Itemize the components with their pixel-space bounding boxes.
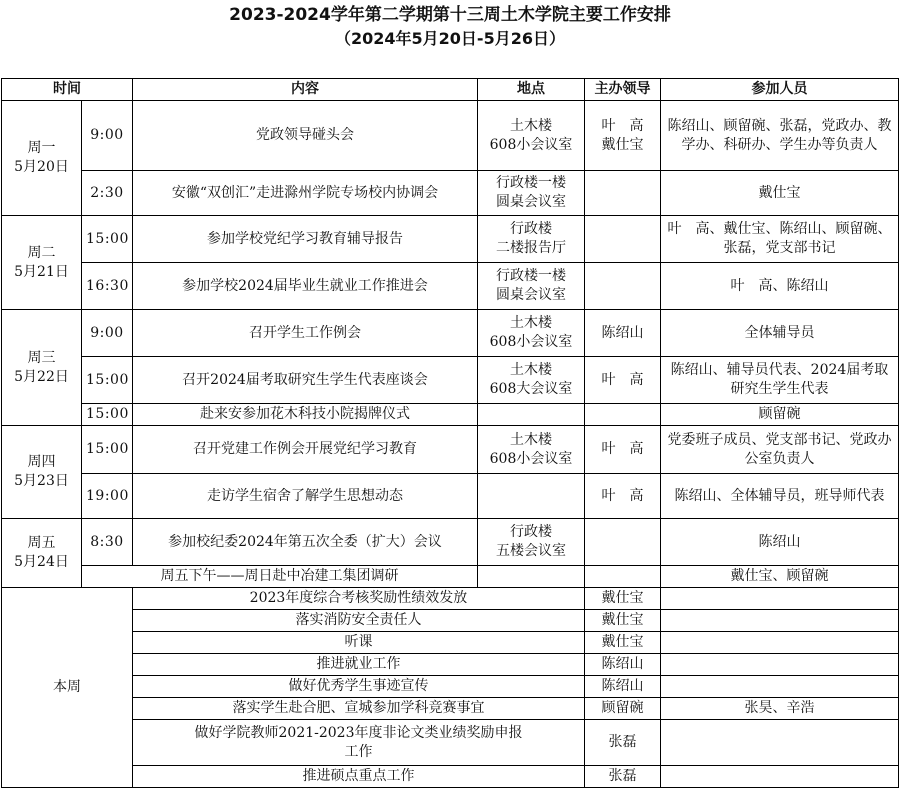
table-row xyxy=(2,654,899,676)
day-cell-wednesday: 周三 5月22日 xyxy=(2,310,82,426)
content-cell: 听课 xyxy=(133,632,585,654)
time-cell: 16:30 xyxy=(82,263,133,310)
place-cell xyxy=(478,566,585,588)
col-header-attendees: 参加人员 xyxy=(661,79,899,101)
leader-cell xyxy=(585,171,661,216)
header-row xyxy=(2,79,899,101)
content-cell: 召开党建工作例会开展党纪学习教育 xyxy=(133,426,478,474)
place-cell: 行政楼 二楼报告厅 xyxy=(478,216,585,263)
place-cell: 土木楼 608小会议室 xyxy=(478,101,585,171)
content-cell: 参加学校2024届毕业生就业工作推进会 xyxy=(133,263,478,310)
table-row xyxy=(2,632,899,654)
leader-cell: 叶 高 xyxy=(585,426,661,474)
place-cell: 行政楼 五楼会议室 xyxy=(478,519,585,566)
content-cell: 参加校纪委2024年第五次全委（扩大）会议 xyxy=(133,519,478,566)
day-cell-tuesday: 周二 5月21日 xyxy=(2,216,82,310)
content-cell: 落实学生赴合肥、宣城参加学科竞赛事宜 xyxy=(133,698,585,720)
leader-cell: 叶 高 戴仕宝 xyxy=(585,101,661,171)
attendees-cell xyxy=(661,720,899,766)
col-header-content: 内容 xyxy=(133,79,478,101)
leader-cell: 陈绍山 xyxy=(585,654,661,676)
time-cell: 15:00 xyxy=(82,357,133,404)
leader-cell: 张磊 xyxy=(585,766,661,788)
time-cell: 15:00 xyxy=(82,216,133,263)
content-cell: 做好学院教师2021-2023年度非论文类业绩奖励申报工作 xyxy=(133,720,585,766)
content-cell: 党政领导碰头会 xyxy=(133,101,478,171)
attendees-cell xyxy=(661,610,899,632)
content-cell: 赴来安参加花木科技小院揭牌仪式 xyxy=(133,404,478,426)
content-cell: 推进硕点重点工作 xyxy=(133,766,585,788)
leader-cell xyxy=(585,519,661,566)
table-row xyxy=(2,588,899,610)
content-cell: 参加学校党纪学习教育辅导报告 xyxy=(133,216,478,263)
leader-cell: 戴仕宝 xyxy=(585,610,661,632)
time-cell: 8:30 xyxy=(82,519,133,566)
place-cell: 行政楼一楼 圆桌会议室 xyxy=(478,263,585,310)
table-row xyxy=(2,216,899,263)
attendees-cell xyxy=(661,654,899,676)
content-cell: 周五下午——周日赴中冶建工集团调研 xyxy=(82,566,478,588)
date-range-subtitle: （2024年5月20日-5月26日） xyxy=(335,29,565,48)
time-cell: 15:00 xyxy=(82,404,133,426)
leader-cell xyxy=(585,216,661,263)
attendees-cell xyxy=(661,766,899,788)
leader-cell: 张磊 xyxy=(585,720,661,766)
attendees-cell xyxy=(661,676,899,698)
attendees-cell: 戴仕宝、顾留碗 xyxy=(661,566,899,588)
day-cell-friday: 周五 5月24日 xyxy=(2,519,82,588)
leader-cell: 顾留碗 xyxy=(585,698,661,720)
attendees-cell: 叶 高、陈绍山 xyxy=(661,263,899,310)
attendees-cell: 顾留碗 xyxy=(661,404,899,426)
day-cell-this-week: 本周 xyxy=(2,588,133,788)
place-cell: 行政楼一楼 圆桌会议室 xyxy=(478,171,585,216)
time-cell: 19:00 xyxy=(82,474,133,519)
leader-cell: 戴仕宝 xyxy=(585,588,661,610)
content-cell: 2023年度综合考核奖励性绩效发放 xyxy=(133,588,585,610)
table-row xyxy=(2,474,899,519)
col-header-place: 地点 xyxy=(478,79,585,101)
table-row xyxy=(2,566,899,588)
content-cell: 推进就业工作 xyxy=(133,654,585,676)
table-row xyxy=(2,310,899,357)
leader-cell: 叶 高 xyxy=(585,357,661,404)
table-row xyxy=(2,610,899,632)
day-cell-monday: 周一 5月20日 xyxy=(2,101,82,216)
table-row xyxy=(2,519,899,566)
table-row xyxy=(2,676,899,698)
attendees-cell: 陈绍山、全体辅导员，班导师代表 xyxy=(661,474,899,519)
leader-cell xyxy=(585,566,661,588)
leader-cell: 叶 高 xyxy=(585,474,661,519)
leader-cell: 陈绍山 xyxy=(585,310,661,357)
table-row xyxy=(2,720,899,766)
page-title: 2023-2024学年第二学期第十三周土木学院主要工作安排 xyxy=(229,5,671,25)
attendees-cell: 叶 高、戴仕宝、陈绍山、顾留碗、张磊，党支部书记 xyxy=(661,216,899,263)
attendees-cell: 戴仕宝 xyxy=(661,171,899,216)
content-cell: 召开学生工作例会 xyxy=(133,310,478,357)
place-cell xyxy=(478,404,585,426)
table-row xyxy=(2,766,899,788)
attendees-cell xyxy=(661,632,899,654)
table-row xyxy=(2,698,899,720)
attendees-cell: 陈绍山、辅导员代表、2024届考取研究生学生代表 xyxy=(661,357,899,404)
time-cell: 9:00 xyxy=(82,101,133,171)
time-cell: 2:30 xyxy=(82,171,133,216)
time-cell: 15:00 xyxy=(82,426,133,474)
table-row xyxy=(2,171,899,216)
day-cell-thursday: 周四 5月23日 xyxy=(2,426,82,519)
attendees-cell: 陈绍山 xyxy=(661,519,899,566)
table-row xyxy=(2,263,899,310)
attendees-cell: 陈绍山、顾留碗、张磊，党政办、教学办、科研办、学生办等负责人 xyxy=(661,101,899,171)
place-cell xyxy=(478,474,585,519)
place-cell: 土木楼 608小会议室 xyxy=(478,310,585,357)
content-cell: 走访学生宿舍了解学生思想动态 xyxy=(133,474,478,519)
attendees-cell: 全体辅导员 xyxy=(661,310,899,357)
content-cell: 落实消防安全责任人 xyxy=(133,610,585,632)
place-cell: 土木楼 608大会议室 xyxy=(478,357,585,404)
table-row xyxy=(2,404,899,426)
leader-cell: 陈绍山 xyxy=(585,676,661,698)
leader-cell: 戴仕宝 xyxy=(585,632,661,654)
schedule-table xyxy=(1,78,899,788)
content-cell: 安徽“双创汇”走进滁州学院专场校内协调会 xyxy=(133,171,478,216)
attendees-cell: 党委班子成员、党支部书记、党政办公室负责人 xyxy=(661,426,899,474)
leader-cell xyxy=(585,263,661,310)
content-cell: 做好优秀学生事迹宣传 xyxy=(133,676,585,698)
time-cell: 9:00 xyxy=(82,310,133,357)
table-row xyxy=(2,426,899,474)
table-row xyxy=(2,101,899,171)
attendees-cell: 张昊、辛浩 xyxy=(661,698,899,720)
leader-cell xyxy=(585,404,661,426)
place-cell: 土木楼 608小会议室 xyxy=(478,426,585,474)
table-row xyxy=(2,357,899,404)
content-cell: 召开2024届考取研究生学生代表座谈会 xyxy=(133,357,478,404)
col-header-time: 时间 xyxy=(2,79,133,101)
attendees-cell xyxy=(661,588,899,610)
col-header-leader: 主办领导 xyxy=(585,79,661,101)
